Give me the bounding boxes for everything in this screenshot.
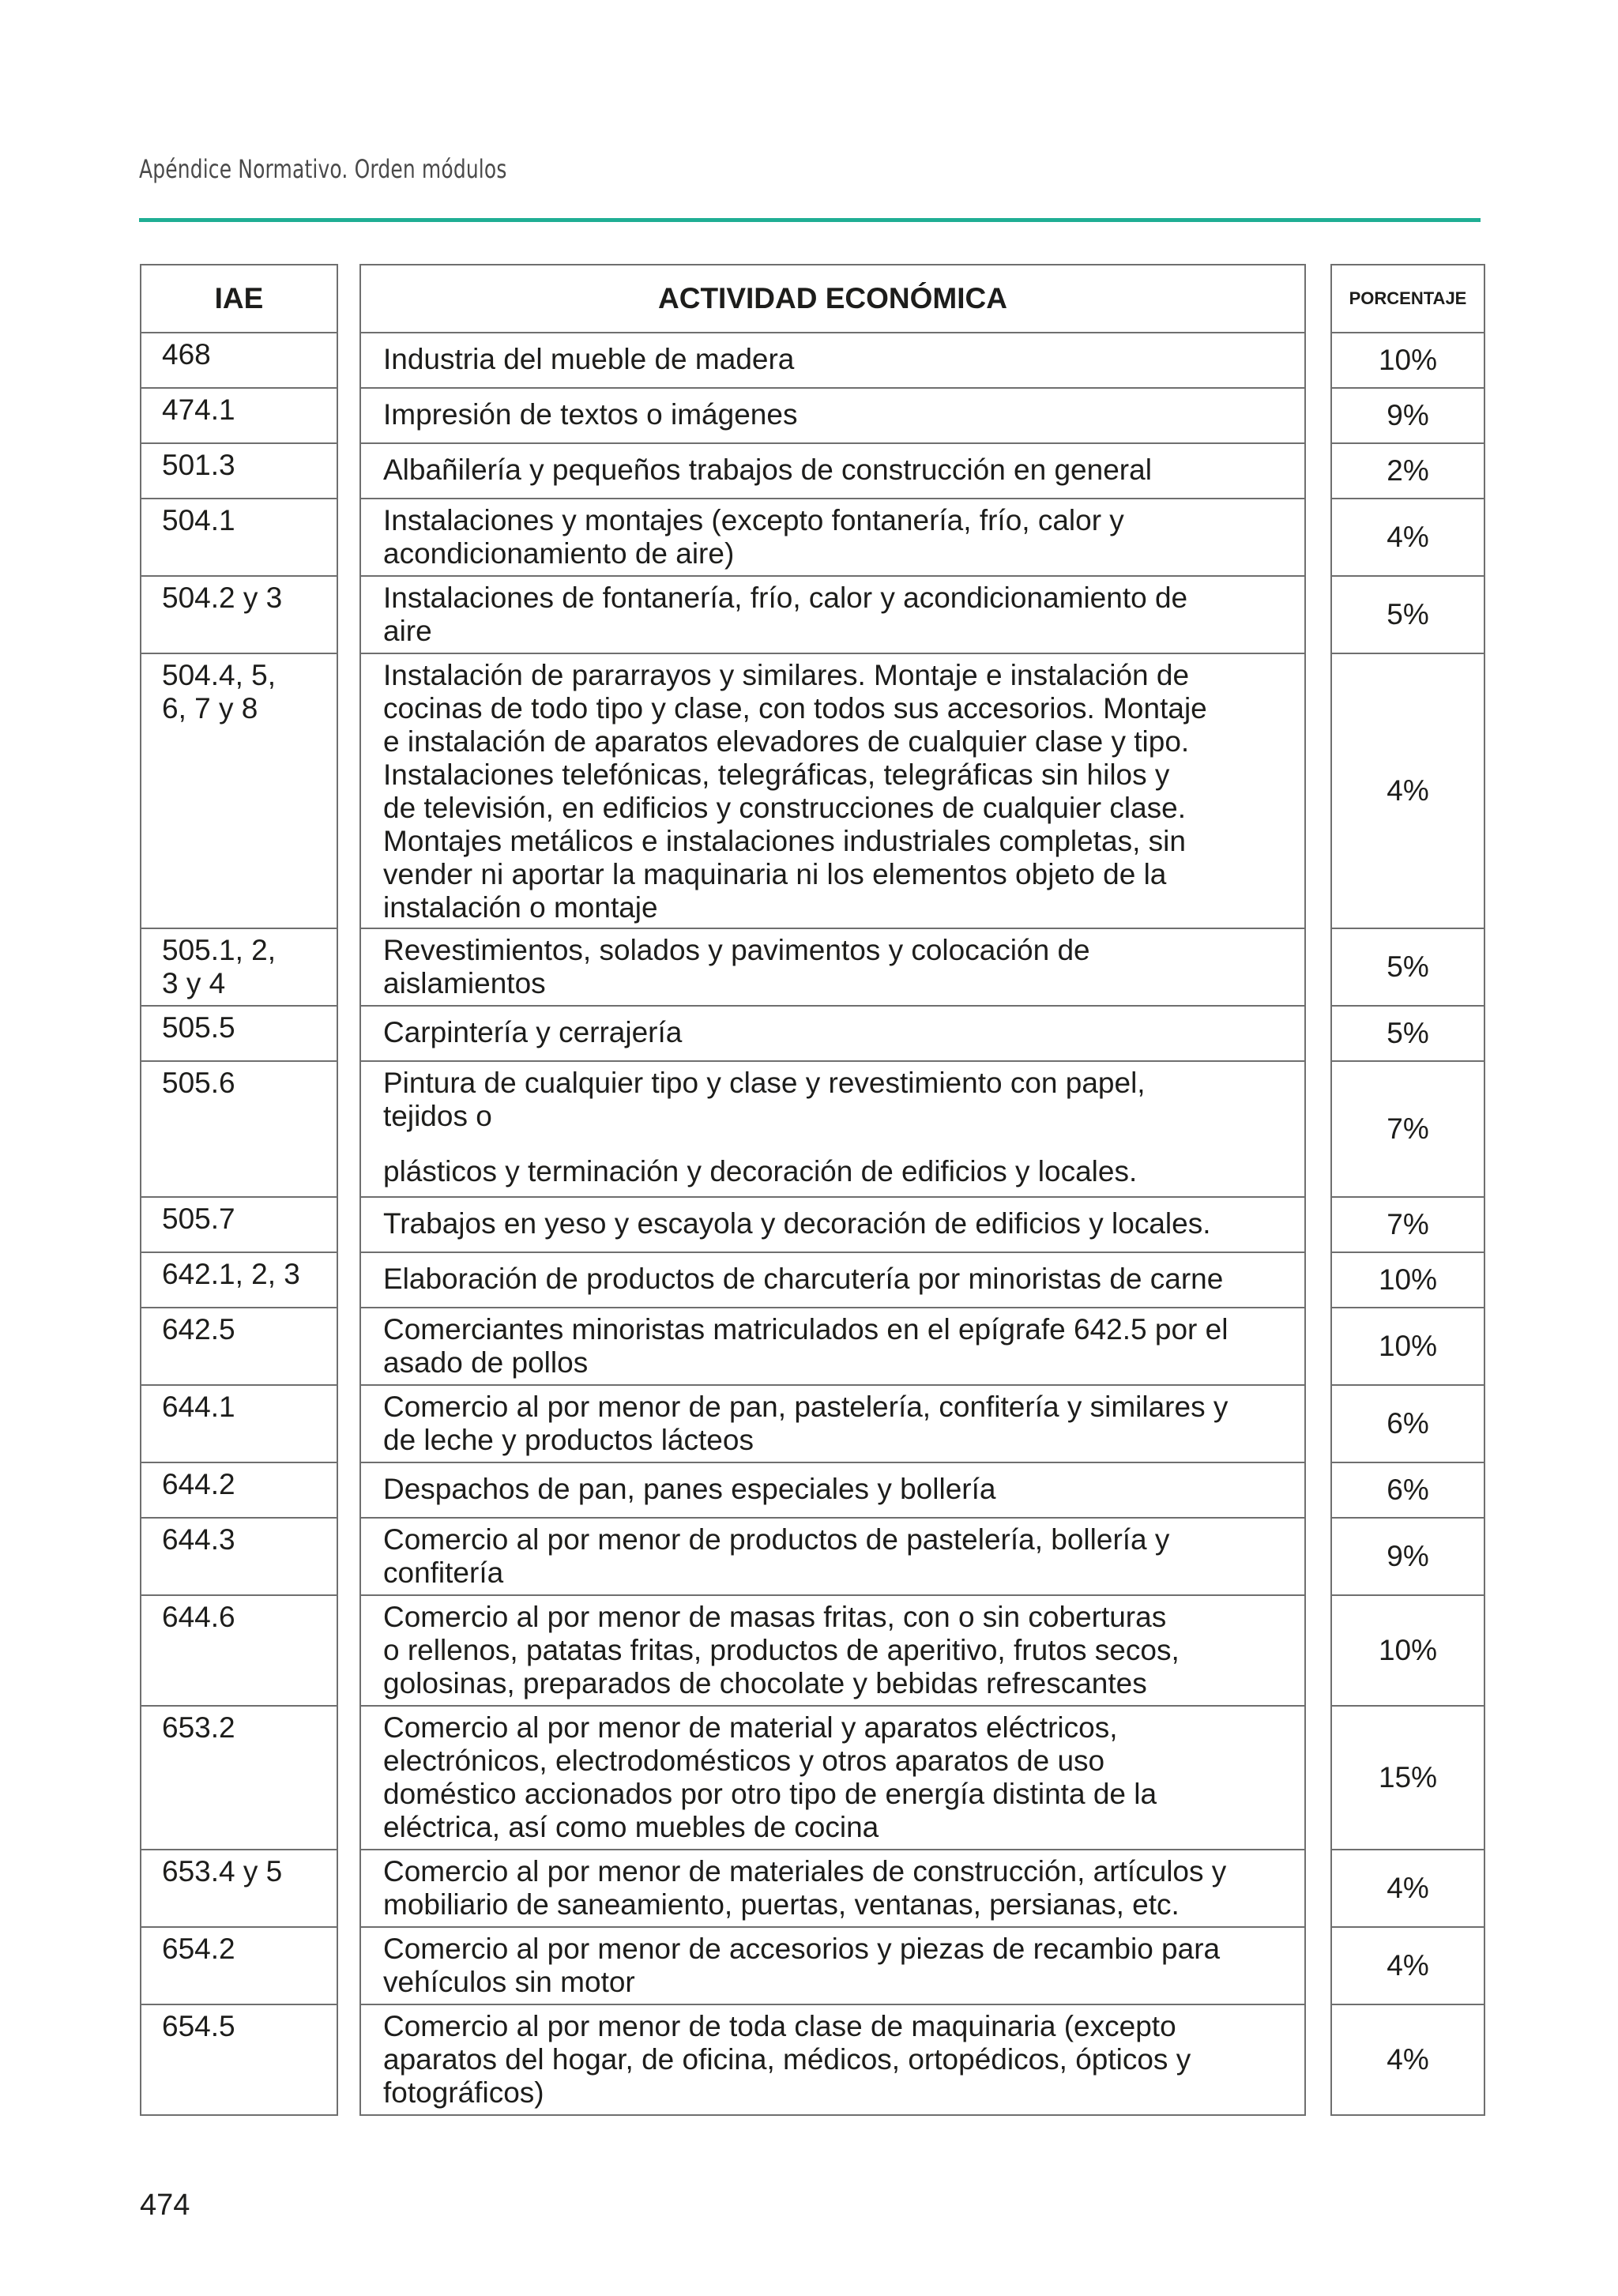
iae-code-line: 644.3 xyxy=(162,1523,235,1556)
activity-line: Pintura de cualquier tipo y clase y revestimiento con papel, xyxy=(383,1067,1146,1099)
percentage-cell: 6% xyxy=(1332,1462,1484,1517)
iae-code-cell xyxy=(141,1005,337,1060)
running-head-title: Apéndice Normativo. Orden módulos xyxy=(139,154,507,184)
activity-line: tejidos o xyxy=(383,1100,492,1132)
iae-code-cell xyxy=(141,1307,337,1384)
iae-code-line: 505.7 xyxy=(162,1203,235,1235)
iae-code-line: 501.3 xyxy=(162,449,235,481)
percentage-cell: 4% xyxy=(1332,1849,1484,1926)
activity-cell xyxy=(361,2004,1304,2114)
activity-line: Carpintería y cerrajería xyxy=(383,1016,683,1048)
iae-code-cell xyxy=(141,653,337,928)
activity-line: asado de pollos xyxy=(383,1346,589,1379)
iae-header: IAE xyxy=(214,282,264,314)
activity-line: aire xyxy=(383,615,432,647)
iae-code-line: 653.4 y 5 xyxy=(162,1855,283,1888)
activity-line: de leche y productos lácteos xyxy=(383,1424,754,1456)
activity-line: Industria del mueble de madera xyxy=(383,343,795,375)
activity-line: Trabajos en yeso y escayola y decoración de edificios y locales. xyxy=(383,1207,1211,1240)
percentage-cell: 2% xyxy=(1332,442,1484,498)
iae-code-cell xyxy=(141,332,337,387)
activity-line: Impresión de textos o imágenes xyxy=(383,398,798,431)
iae-code-line: 474.1 xyxy=(162,393,235,426)
percentage-cell: 9% xyxy=(1332,1517,1484,1594)
activity-cell xyxy=(361,928,1304,1005)
activity-line: Comercio al por menor de accesorios y piezas de recambio para xyxy=(383,1933,1221,1965)
iae-code-line: 6, 7 y 8 xyxy=(162,692,258,725)
percentage-cell: 4% xyxy=(1332,653,1484,928)
activity-line: Albañilería y pequeños trabajos de construcción en general xyxy=(383,454,1152,486)
activity-cell xyxy=(361,387,1304,442)
iae-code-line: 504.2 y 3 xyxy=(162,582,283,614)
activity-line: instalación o montaje xyxy=(383,891,658,924)
iae-code-line: 505.5 xyxy=(162,1011,235,1044)
iae-code-cell xyxy=(141,1384,337,1462)
activity-line: aislamientos xyxy=(383,967,546,999)
percentage-cell: 4% xyxy=(1332,1926,1484,2004)
percentage-header: PORCENTAJE xyxy=(1349,288,1467,308)
activity-line: Instalaciones de fontanería, frío, calor y acondicionamiento de xyxy=(383,582,1188,614)
iae-code-line: 505.6 xyxy=(162,1067,235,1099)
iae-code-cell xyxy=(141,1196,337,1252)
activity-cell xyxy=(361,1517,1304,1594)
iae-code-cell xyxy=(141,387,337,442)
activity-cell xyxy=(361,1307,1304,1384)
activity-cell xyxy=(361,1384,1304,1462)
iae-code-line: 504.1 xyxy=(162,504,235,536)
activity-cell xyxy=(361,1705,1304,1849)
activity-line: cocinas de todo tipo y clase, con todos sus accesorios. Montaje xyxy=(383,692,1207,725)
activity-line: vehículos sin motor xyxy=(383,1966,635,1998)
activity-line: doméstico accionados por otro tipo de energía distinta de la xyxy=(383,1778,1157,1810)
percentage-cell: 4% xyxy=(1332,2004,1484,2114)
activity-line: eléctrica, así como muebles de cocina xyxy=(383,1811,879,1843)
percentage-cell: 7% xyxy=(1332,1060,1484,1196)
iae-code-line: 644.1 xyxy=(162,1391,235,1423)
activity-line: de televisión, en edificios y construcciones de cualquier clase. xyxy=(383,792,1187,824)
activity-cell xyxy=(361,498,1304,575)
activity-cell xyxy=(361,1849,1304,1926)
activity-line: Despachos de pan, panes especiales y bollería xyxy=(383,1473,996,1505)
iae-code-cell xyxy=(141,1252,337,1307)
iae-code-cell xyxy=(141,1849,337,1926)
iae-code-line: 642.5 xyxy=(162,1313,235,1346)
percentage-cell: 10% xyxy=(1332,1252,1484,1307)
percentage-cell: 10% xyxy=(1332,332,1484,387)
activity-line: o rellenos, patatas fritas, productos de aperitivo, frutos secos, xyxy=(383,1634,1180,1666)
activity-line: Comercio al por menor de pan, pastelería, confitería y similares y xyxy=(383,1391,1229,1423)
activity-line: golosinas, preparados de chocolate y bebidas refrescantes xyxy=(383,1667,1147,1699)
percentage-cell: 4% xyxy=(1332,498,1484,575)
activity-line: plásticos y terminación y decoración de edificios y locales. xyxy=(383,1155,1138,1188)
header-rule xyxy=(139,218,1481,222)
iae-code-line: 642.1, 2, 3 xyxy=(162,1258,300,1290)
iae-code-cell xyxy=(141,1926,337,2004)
activity-cell xyxy=(361,575,1304,653)
iae-code-cell xyxy=(141,1060,337,1196)
activity-line: e instalación de aparatos elevadores de cualquier clase y tipo. xyxy=(383,725,1190,758)
iae-code-line: 653.2 xyxy=(162,1711,235,1744)
activity-line: Revestimientos, solados y pavimentos y colocación de xyxy=(383,934,1090,966)
activity-line: Elaboración de productos de charcutería por minoristas de carne xyxy=(383,1263,1224,1295)
activity-cell xyxy=(361,653,1304,928)
activity-line: aparatos del hogar, de oficina, médicos, ortopédicos, ópticos y xyxy=(383,2043,1191,2076)
iae-code-cell xyxy=(141,1462,337,1517)
activity-column xyxy=(359,264,1306,2116)
iae-code-line: 644.2 xyxy=(162,1468,235,1500)
activity-line: fotográficos) xyxy=(383,2076,544,2109)
page-number: 474 xyxy=(140,2189,190,2222)
percentage-cell: 6% xyxy=(1332,1384,1484,1462)
activity-line: Comercio al por menor de toda clase de maquinaria (excepto xyxy=(383,2010,1176,2042)
iae-code-cell xyxy=(141,575,337,653)
percentage-cell: 10% xyxy=(1332,1594,1484,1705)
iae-column xyxy=(140,264,338,2116)
iae-code-cell xyxy=(141,442,337,498)
activity-line: Comercio al por menor de materiales de construcción, artículos y xyxy=(383,1855,1227,1888)
iae-code-line: 654.2 xyxy=(162,1933,235,1965)
iae-code-cell xyxy=(141,498,337,575)
activity-cell xyxy=(361,1252,1304,1307)
activity-line: Comercio al por menor de material y aparatos eléctricos, xyxy=(383,1711,1118,1744)
activity-header: ACTIVIDAD ECONÓMICA xyxy=(658,282,1007,314)
percentage-cell: 15% xyxy=(1332,1705,1484,1849)
activity-cell xyxy=(361,332,1304,387)
activity-line: Comercio al por menor de masas fritas, con o sin coberturas xyxy=(383,1601,1167,1633)
percentage-column xyxy=(1330,264,1485,2116)
activity-line: confitería xyxy=(383,1556,504,1589)
iae-code-line: 654.5 xyxy=(162,2010,235,2042)
activity-line: Comercio al por menor de productos de pastelería, bollería y xyxy=(383,1523,1170,1556)
percentage-cell: 9% xyxy=(1332,387,1484,442)
percentage-cell: 10% xyxy=(1332,1307,1484,1384)
activity-cell xyxy=(361,1196,1304,1252)
activity-line: electrónicos, electrodomésticos y otros aparatos de uso xyxy=(383,1745,1105,1777)
activity-cell xyxy=(361,1926,1304,2004)
percentage-cell: 5% xyxy=(1332,928,1484,1005)
iae-code-line: 3 y 4 xyxy=(162,967,226,999)
iae-code-line: 644.6 xyxy=(162,1601,235,1633)
iae-code-cell xyxy=(141,928,337,1005)
iae-code-cell xyxy=(141,2004,337,2114)
activity-cell xyxy=(361,1005,1304,1060)
activity-line: Comerciantes minoristas matriculados en el epígrafe 642.5 por el xyxy=(383,1313,1229,1346)
iae-code-cell xyxy=(141,1594,337,1705)
activity-cell xyxy=(361,1594,1304,1705)
iae-code-cell xyxy=(141,1705,337,1849)
activity-line: Instalaciones y montajes (excepto fontanería, frío, calor y xyxy=(383,504,1124,536)
percentage-cell: 7% xyxy=(1332,1196,1484,1252)
activity-line: Montajes metálicos e instalaciones industriales completas, sin xyxy=(383,825,1186,857)
iae-code-line: 505.1, 2, xyxy=(162,934,277,966)
activity-line: Instalación de pararrayos y similares. Montaje e instalación de xyxy=(383,659,1190,691)
iae-code-line: 468 xyxy=(162,338,211,371)
iae-code-line: 504.4, 5, xyxy=(162,659,277,691)
percentage-cell: 5% xyxy=(1332,1005,1484,1060)
activity-line: mobiliario de saneamiento, puertas, ventanas, persianas, etc. xyxy=(383,1888,1180,1921)
activity-line: Instalaciones telefónicas, telegráficas, telegráficas sin hilos y xyxy=(383,758,1170,791)
activity-cell xyxy=(361,1462,1304,1517)
iae-code-cell xyxy=(141,1517,337,1594)
activity-cell xyxy=(361,442,1304,498)
activity-line: vender ni aportar la maquinaria ni los elementos objeto de la xyxy=(383,858,1167,890)
activity-line: acondicionamiento de aire) xyxy=(383,537,735,570)
activity-cell xyxy=(361,1060,1304,1196)
percentage-cell: 5% xyxy=(1332,575,1484,653)
